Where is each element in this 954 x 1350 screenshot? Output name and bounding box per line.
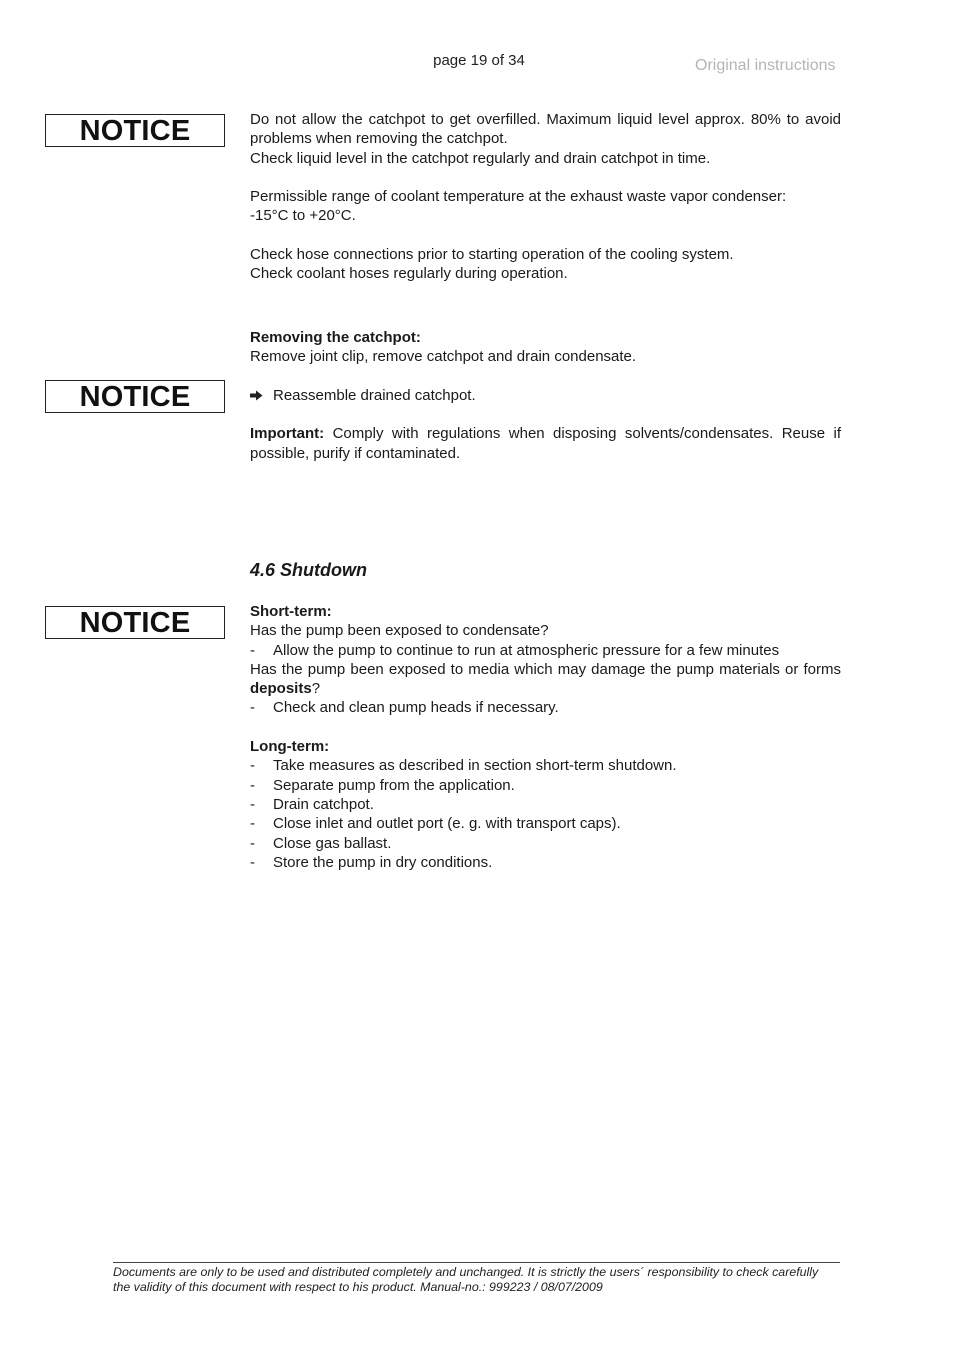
list-item	[250, 756, 841, 775]
condensate-question: Has the pump been exposed to condensate?	[250, 622, 549, 640]
footer-line-2: the validity of this document with respect to his product. Manual-no.: 999223 / 08/07/2009	[113, 1280, 603, 1295]
notice-box-1: NOTICE	[45, 114, 225, 147]
important-text: Comply with regulations when disposing solvents/condensates. Reuse if possible, purify if contaminated.	[250, 425, 841, 462]
notice-box-3: NOTICE	[45, 606, 225, 639]
footer	[113, 1265, 853, 1295]
question-mark: ?	[311, 680, 321, 698]
section-title: 4.6 Shutdown	[250, 560, 367, 580]
footer-line-1: Documents are only to be used and distributed completely and unchanged. It is strictly the users´ responsibility to check carefully	[113, 1265, 819, 1279]
reassemble-item	[250, 386, 841, 405]
removing-catchpot-heading: Removing the catchpot:	[250, 329, 421, 346]
dash-marker: -	[250, 834, 255, 852]
list-item	[250, 834, 841, 853]
original-instructions-label: Original instructions	[695, 57, 836, 74]
long-term-item: Separate pump from the application.	[273, 776, 515, 794]
long-term-item: Store the pump in dry conditions.	[273, 853, 493, 871]
run-atmospheric-text: Allow the pump to continue to run at atmospheric pressure for a few minutes	[273, 641, 780, 659]
media-question-text: Has the pump been exposed to media which may damage the pump materials or forms	[250, 660, 841, 678]
coolant-range-text: Permissible range of coolant temperature at the exhaust waste vapor condenser:	[250, 188, 787, 206]
dash-marker: -	[250, 699, 255, 717]
hose-check-text: Check hose connections prior to starting operation of the cooling system.	[250, 246, 734, 264]
long-term-item: Close inlet and outlet port (e. g. with transport caps).	[273, 815, 621, 833]
long-term-heading: Long-term:	[250, 738, 330, 756]
deposits-bold: deposits	[250, 680, 312, 698]
list-item	[250, 698, 841, 717]
check-level-text: Check liquid level in the catchpot regularly and drain catchpot in time.	[250, 149, 711, 167]
long-term-item: Drain catchpot.	[273, 795, 374, 813]
coolant-hose-text: Check coolant hoses regularly during operation.	[250, 265, 568, 283]
overfill-warning: Do not allow the catchpot to get overfilled. Maximum liquid level approx. 80% to avoid problems when removing the catchpot.	[250, 111, 841, 148]
page-number: page 19 of 34	[433, 52, 525, 69]
coolant-range-value: -15°C to +20°C.	[250, 207, 356, 225]
long-term-item: Take measures as described in section short-term shutdown.	[273, 757, 677, 775]
reassemble-text: Reassemble drained catchpot.	[273, 386, 476, 404]
list-item	[250, 641, 841, 660]
right-arrow-icon	[250, 390, 263, 401]
important-label: Important:	[250, 425, 325, 443]
list-item	[250, 853, 841, 872]
list-item	[250, 795, 841, 814]
footer-divider	[113, 1262, 840, 1263]
remove-clip-text: Remove joint clip, remove catchpot and drain condensate.	[250, 348, 637, 366]
short-term-heading: Short-term:	[250, 603, 332, 620]
long-term-item: Close gas ballast.	[273, 834, 392, 852]
dash-marker: -	[250, 757, 255, 775]
list-item	[250, 776, 841, 795]
shutdown-section	[250, 602, 841, 872]
important-note	[250, 424, 841, 463]
dash-marker: -	[250, 795, 255, 813]
dash-marker: -	[250, 853, 255, 871]
list-item	[250, 814, 841, 833]
removing-catchpot-section	[250, 328, 841, 463]
check-heads-text: Check and clean pump heads if necessary.	[273, 699, 559, 717]
dash-marker: -	[250, 776, 255, 794]
catchpot-level-notice	[250, 110, 841, 284]
dash-marker: -	[250, 641, 255, 659]
media-question	[250, 660, 841, 699]
dash-marker: -	[250, 815, 255, 833]
notice-box-2: NOTICE	[45, 380, 225, 413]
